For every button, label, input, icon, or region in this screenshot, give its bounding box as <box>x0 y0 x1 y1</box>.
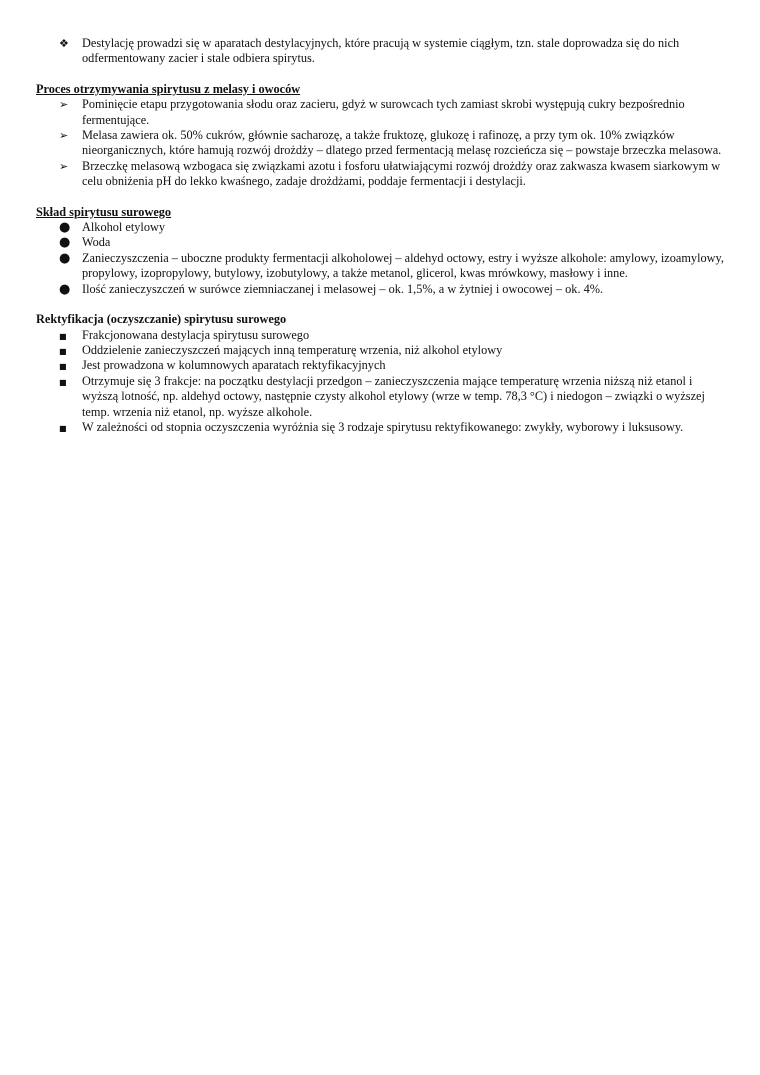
section-molasses <box>36 82 726 190</box>
dot-bullet-icon: ● <box>59 250 71 266</box>
list-item <box>36 220 726 235</box>
list-item <box>36 235 726 250</box>
dot-bullet-icon: ● <box>59 220 71 236</box>
list-item <box>36 343 726 358</box>
dot-bullet-icon: ● <box>59 235 71 251</box>
list-item <box>36 358 726 373</box>
diamond-bullet-icon: ❖ <box>59 37 69 50</box>
list-item-text: Brzeczkę melasową wzbogaca się związkami azotu i fosforu ułatwiającymi rozwój drożdży oraz zakwasza kwasem siarkowym w celu obniżenia pH do lekko kwaśnego, zadaje drożdżami, poddaje fermentacji i destylacji. <box>82 158 721 189</box>
arrow-bullet-icon: ➢ <box>59 98 69 112</box>
section-heading: Proces otrzymywania spirytusu z melasy i owoców <box>36 81 301 96</box>
square-bullet-icon: ■ <box>59 377 67 387</box>
rectification-list <box>36 328 726 436</box>
list-item-text: Woda <box>82 235 111 250</box>
distillation-list <box>36 36 726 67</box>
section-heading: Skład spirytusu surowego <box>36 204 172 219</box>
list-item <box>36 36 726 67</box>
list-item <box>36 128 726 159</box>
section-distillation <box>36 36 726 67</box>
square-bullet-icon: ■ <box>59 346 67 356</box>
square-bullet-icon: ■ <box>59 331 67 341</box>
list-item-text: Oddzielenie zanieczyszczeń mających inną temperaturę wrzenia, niż alkohol etylowy <box>82 342 503 357</box>
list-item-text: Pominięcie etapu przygotowania słodu oraz zacieru, gdyż w surowcach tych zamiast skrobi występują cukry bezpośrednio fermentujące. <box>82 97 685 127</box>
composition-list <box>36 220 726 297</box>
list-item <box>36 420 726 435</box>
list-item-text: Destylację prowadzi się w aparatach destylacyjnych, które pracują w systemie ciągłym, tzn. stale doprowadza się do nich odfermentowany zacier i stale odbiera spirytus. <box>82 36 680 66</box>
section-composition <box>36 205 726 297</box>
molasses-list <box>36 97 726 189</box>
list-item <box>36 159 726 190</box>
list-item-text: Zanieczyszczenia – uboczne produkty fermentacji alkoholowej – aldehyd octowy, estry i wyższe alkohole: amylowy, izoamylowy, propylowy, izopropylowy, butylowy, izobutylowy, a także metanol, glicerol, kwas mrówkowy, masłowy i inne. <box>82 250 724 281</box>
square-bullet-icon: ■ <box>59 362 67 372</box>
list-item-text: Melasa zawiera ok. 50% cukrów, głównie sacharozę, a także fruktozę, glukozę i rafinozę, a przy tym ok. 10% związków nieorganicznych, które hamują rozwój drożdży – dlatego przed fermentacją melasę rozcieńcza się – powstaje brzeczka melasowa. <box>82 128 722 158</box>
list-item <box>36 282 726 297</box>
section-heading: Rektyfikacja (oczyszczanie) spirytusu surowego <box>36 312 287 327</box>
list-item <box>36 97 726 128</box>
dot-bullet-icon: ● <box>59 281 71 297</box>
list-item-text: Frakcjonowana destylacja spirytusu surowego <box>82 327 310 342</box>
list-item <box>36 251 726 282</box>
square-bullet-icon: ■ <box>59 423 67 433</box>
arrow-bullet-icon: ➢ <box>59 159 69 173</box>
list-item-text: Alkohol etylowy <box>82 220 165 235</box>
list-item-text: Jest prowadzona w kolumnowych aparatach rektyfikacyjnych <box>82 358 386 373</box>
list-item <box>36 374 726 420</box>
section-rectification <box>36 312 726 435</box>
list-item-text: Otrzymuje się 3 frakcje: na początku destylacji przedgon – zanieczyszczenia mające temperaturę wrzenia niższą niż etanol i wyższą lotność, np. aldehyd octowy, następnie czysty alkohol etylowy (wrze w temp. 78,3 °C) i niedogon – związki o wyższej temp. wrzenia niż etanol, np. wyższe alkohole. <box>82 373 705 419</box>
list-item <box>36 328 726 343</box>
arrow-bullet-icon: ➢ <box>59 129 69 143</box>
document-page <box>36 36 726 435</box>
list-item-text: W zależności od stopnia oczyszczenia wyróżnia się 3 rodzaje spirytusu rektyfikowanego: zwykły, wyborowy i luksusowy. <box>82 419 684 434</box>
list-item-text: Ilość zanieczyszczeń w surówce ziemniaczanej i melasowej – ok. 1,5%, a w żytniej i owocowej – ok. 4%. <box>82 281 604 296</box>
